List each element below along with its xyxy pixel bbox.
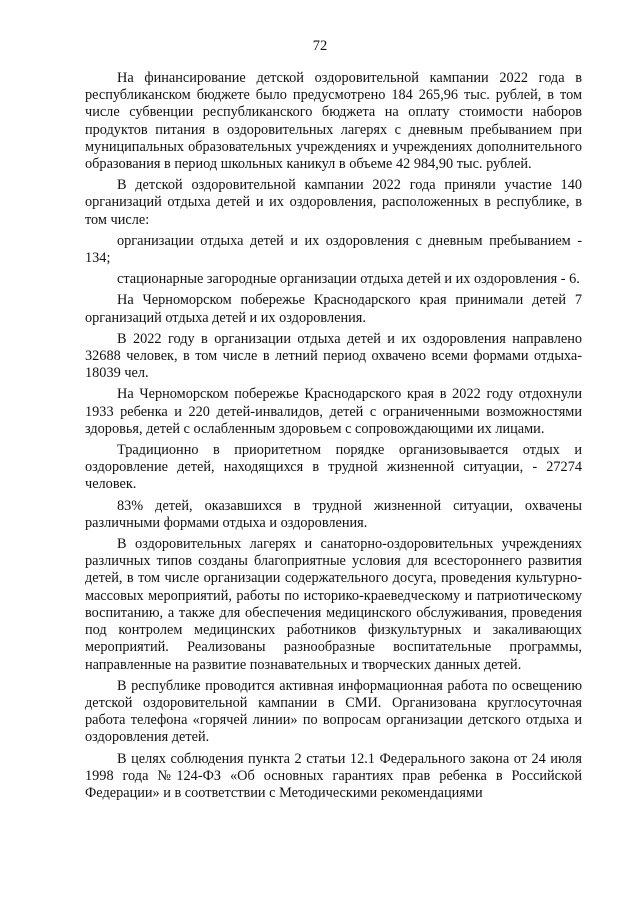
paragraph-day-camps: организации отдыха детей и их оздоровления с дневным пребыванием - 134; [85,232,582,267]
paragraph-federal-law: В целях соблюдения пункта 2 статьи 12.1 Федерального закона от 24 июля 1998 года №124-ФЗ «Об основных гарантиях прав ребенка в Российской Федерации» и в соответствии с Методическими рекомендациями [85,750,582,801]
paragraph-black-sea-children: На Черноморском побережье Краснодарского края в 2022 году отдохнули 1933 ребенка и 220 детей-инвалидов, детей с ограниченными возможностями здоровья, детей с ослабленным здоровьем с сопровождающими их лицами. [85,386,582,437]
paragraph-children-sent: В 2022 году в организации отдыха детей и их оздоровления направлено 32688 человек, в том числе в летний период охвачено всеми формами отдыха- 18039 чел. [85,330,582,382]
paragraph-funding: На финансирование детской оздоровительной кампании 2022 года в республиканском бюджете было предусмотрено 184 265,96 тыс. рублей, в том числе субвенции республиканского бюджета на оплату стоимости наборов продуктов питания в оздоровительных лагерях с дневным пребыванием при муниципальных образовательных учреждениях и учреждениях дополнительного образования в период школьных каникул в объеме 42 984,90 тыс. рублей. [85,70,582,173]
paragraph-participation: В детской оздоровительной кампании 2022 года приняли участие 140 организаций отдыха детей и их оздоровления, расположенных в республике, в том числе: [85,177,582,228]
paragraph-percent-covered: 83% детей, оказавшихся в трудной жизненной ситуации, охвачены различными формами отдыха и оздоровления. [85,497,582,531]
page-number: 72 [312,38,328,54]
paragraph-black-sea-organizations: На Черноморском побережье Краснодарского края принимали детей 7 организаций отдыха детей и их оздоровления. [85,292,582,326]
paragraph-media-work: В республике проводится активная информационная работа по освещению детской оздоровительной кампании в СМИ. Организована круглосуточная работа телефона «горячей линии» по вопросам организации детского отдыха и оздоровления детей. [85,677,582,746]
paragraph-country-camps: стационарные загородные организации отдыха детей и их оздоровления - 6. [117,271,580,288]
paragraph-camp-conditions: В оздоровительных лагерях и санаторно-оздоровительных учреждениях различных типов созданы благоприятные условия для всестороннего развития детей, в том числе организации содержательного досуга, проведения культурно-массовых мероприятий, работы по историко-краеведческому и патриотическому воспитанию, а также для обеспечения медицинского обслуживания, проведения под контролем медицинских работников физкультурных и закаливающих мероприятий. Реализованы разнообразные воспитательные программы, направленные на развитие познавательных и творческих данных детей. [85,536,582,673]
document-body [85,70,582,802]
paragraph-priority-rest: Традиционно в приоритетном порядке организовывается отдых и оздоровление детей, находящихся в трудной жизненной ситуации, - 27274 человек. [85,442,582,493]
